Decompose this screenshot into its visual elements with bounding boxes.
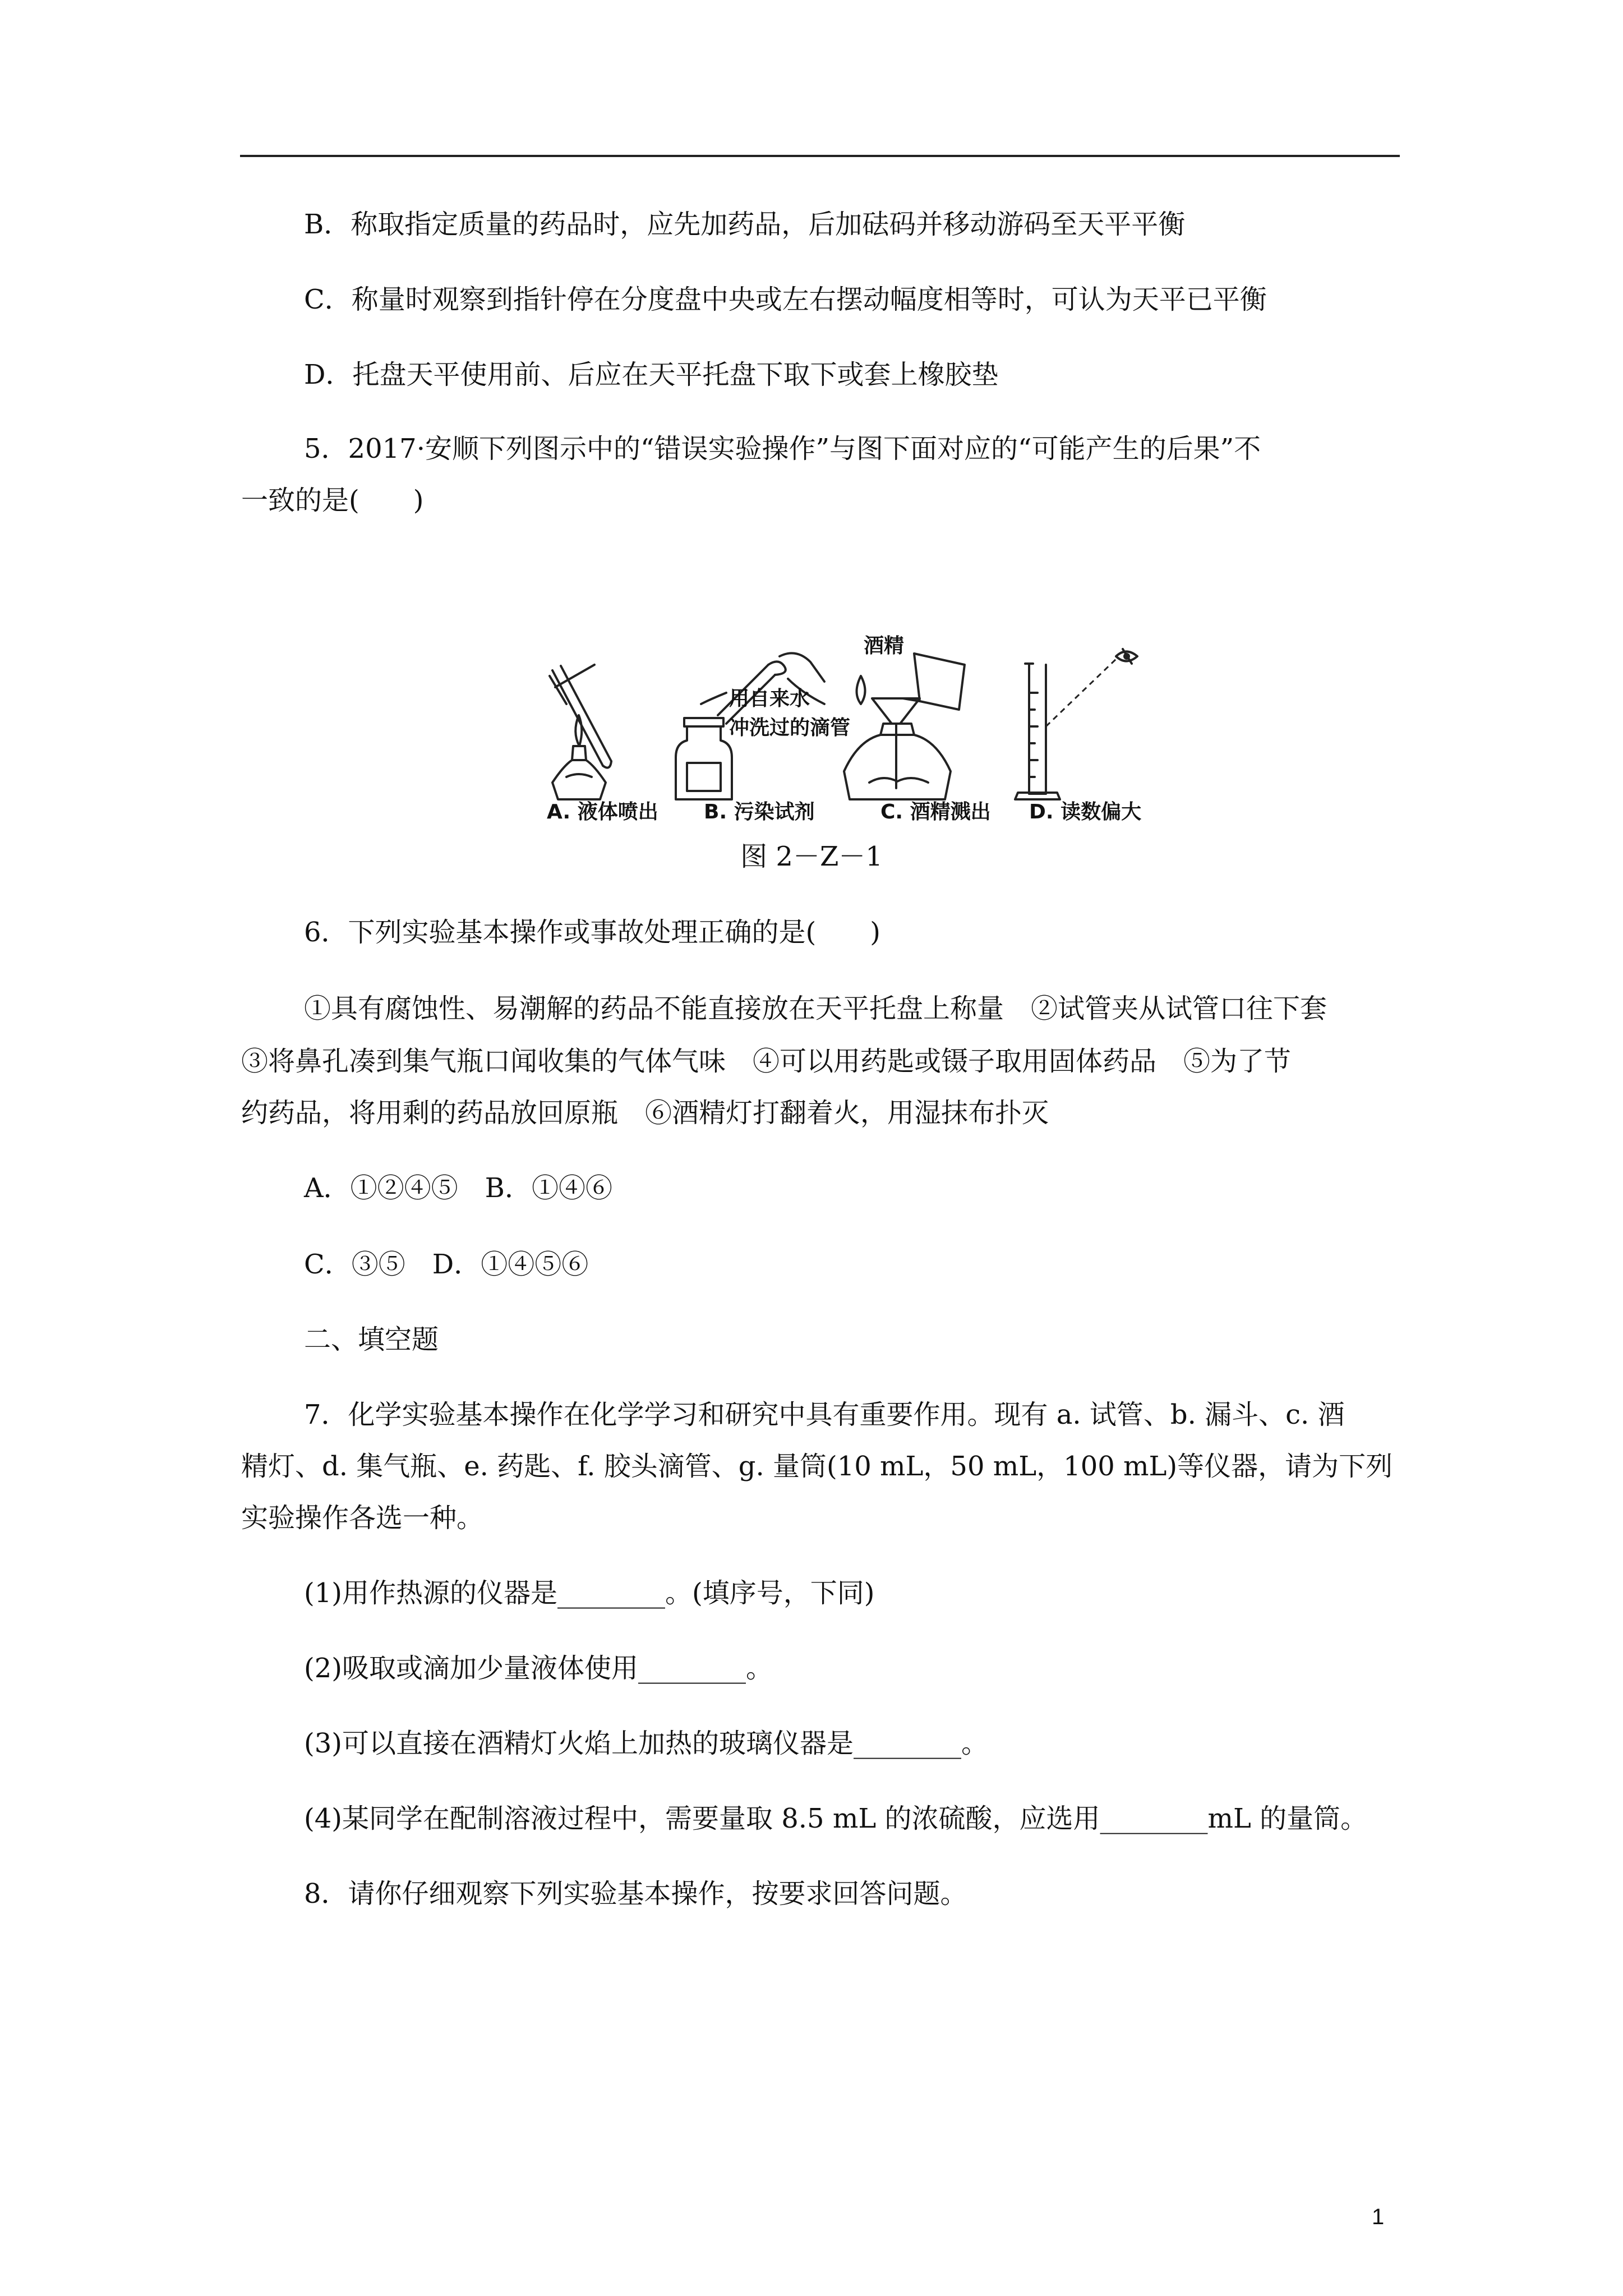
q7-stem-line2: 精灯、d. 集气瓶、e. 药匙、f. 胶头滴管、g. 量筒(10 mL，50 mL，100 mL)等仪器，请为下列 [241, 1451, 1393, 1482]
q6-items-line1: ①具有腐蚀性、易潮解的药品不能直接放在天平托盘上称量 ②试管夹从试管口往下套 [304, 993, 1327, 1024]
caption-a: A. 液体喷出 [547, 800, 658, 823]
caption-b: B. 污染试剂 [704, 800, 815, 823]
q6-options-ab: A．①②④⑤ B．①④⑥ [304, 1172, 612, 1204]
q7-sub1: (1)用作热源的仪器是________。(填序号，下同) [304, 1577, 875, 1609]
label-washed-dropper: 冲洗过的滴管 [729, 716, 851, 739]
q6-items-line2: ③将鼻孔凑到集气瓶口闻收集的气体气味 ④可以用药匙或镊子取用固体药品 ⑤为了节 [241, 1046, 1292, 1077]
caption-c: C. 酒精溅出 [880, 800, 991, 823]
q5-stem-line2: 一致的是( ) [241, 485, 424, 516]
experiment-figure [533, 631, 1166, 822]
page-number: 1 [1372, 2205, 1385, 2229]
q4-option-c: C．称量时观察到指针停在分度盘中央或左右摆动幅度相等时，可认为天平已平衡 [304, 284, 1267, 315]
caption-d: D. 读数偏大 [1029, 800, 1142, 823]
label-alcohol: 酒精 [864, 634, 905, 657]
q6-items-line3: 约药品，将用剩的药品放回原瓶 ⑥酒精灯打翻着火，用湿抹布扑灭 [241, 1097, 1049, 1129]
q4-option-d: D．托盘天平使用前、后应在天平托盘下取下或套上橡胶垫 [304, 359, 999, 390]
figure-title: 图 2－Z－1 [740, 841, 883, 872]
q7-sub2: (2)吸取或滴加少量液体使用________。 [304, 1653, 773, 1684]
q7-stem-line1: 7．化学实验基本操作在化学学习和研究中具有重要作用。现有 a. 试管、b. 漏斗、c. 酒 [304, 1399, 1345, 1430]
pour-alcohol-icon [844, 654, 965, 799]
q5-stem-line1: 5．2017·安顺下列图示中的“错误实验操作”与图下面对应的“可能产生的后果”不 [304, 433, 1261, 464]
q6-options-cd: C．③⑤ D．①④⑤⑥ [304, 1249, 589, 1280]
q7-stem-line3: 实验操作各选一种。 [241, 1502, 484, 1534]
alcohol-lamp-heating-icon [550, 665, 611, 799]
header-rule [240, 155, 1400, 157]
label-tap-water: 用自来水 [729, 687, 810, 710]
q8-stem: 8．请你仔细观察下列实验基本操作，按要求回答问题。 [304, 1878, 967, 1910]
q7-sub3: (3)可以直接在酒精灯火焰上加热的玻璃仪器是________。 [304, 1728, 988, 1759]
graduated-cylinder-icon [1015, 649, 1137, 799]
q6-stem: 6．下列实验基本操作或事故处理正确的是( ) [304, 917, 880, 948]
section-heading: 二、填空题 [304, 1324, 439, 1355]
q4-option-b: B．称取指定质量的药品时，应先加药品，后加砝码并移动游码至天平平衡 [304, 209, 1186, 240]
q7-sub4: (4)某同学在配制溶液过程中，需要量取 8.5 mL 的浓硫酸，应选用________mL 的量筒。 [304, 1803, 1368, 1834]
